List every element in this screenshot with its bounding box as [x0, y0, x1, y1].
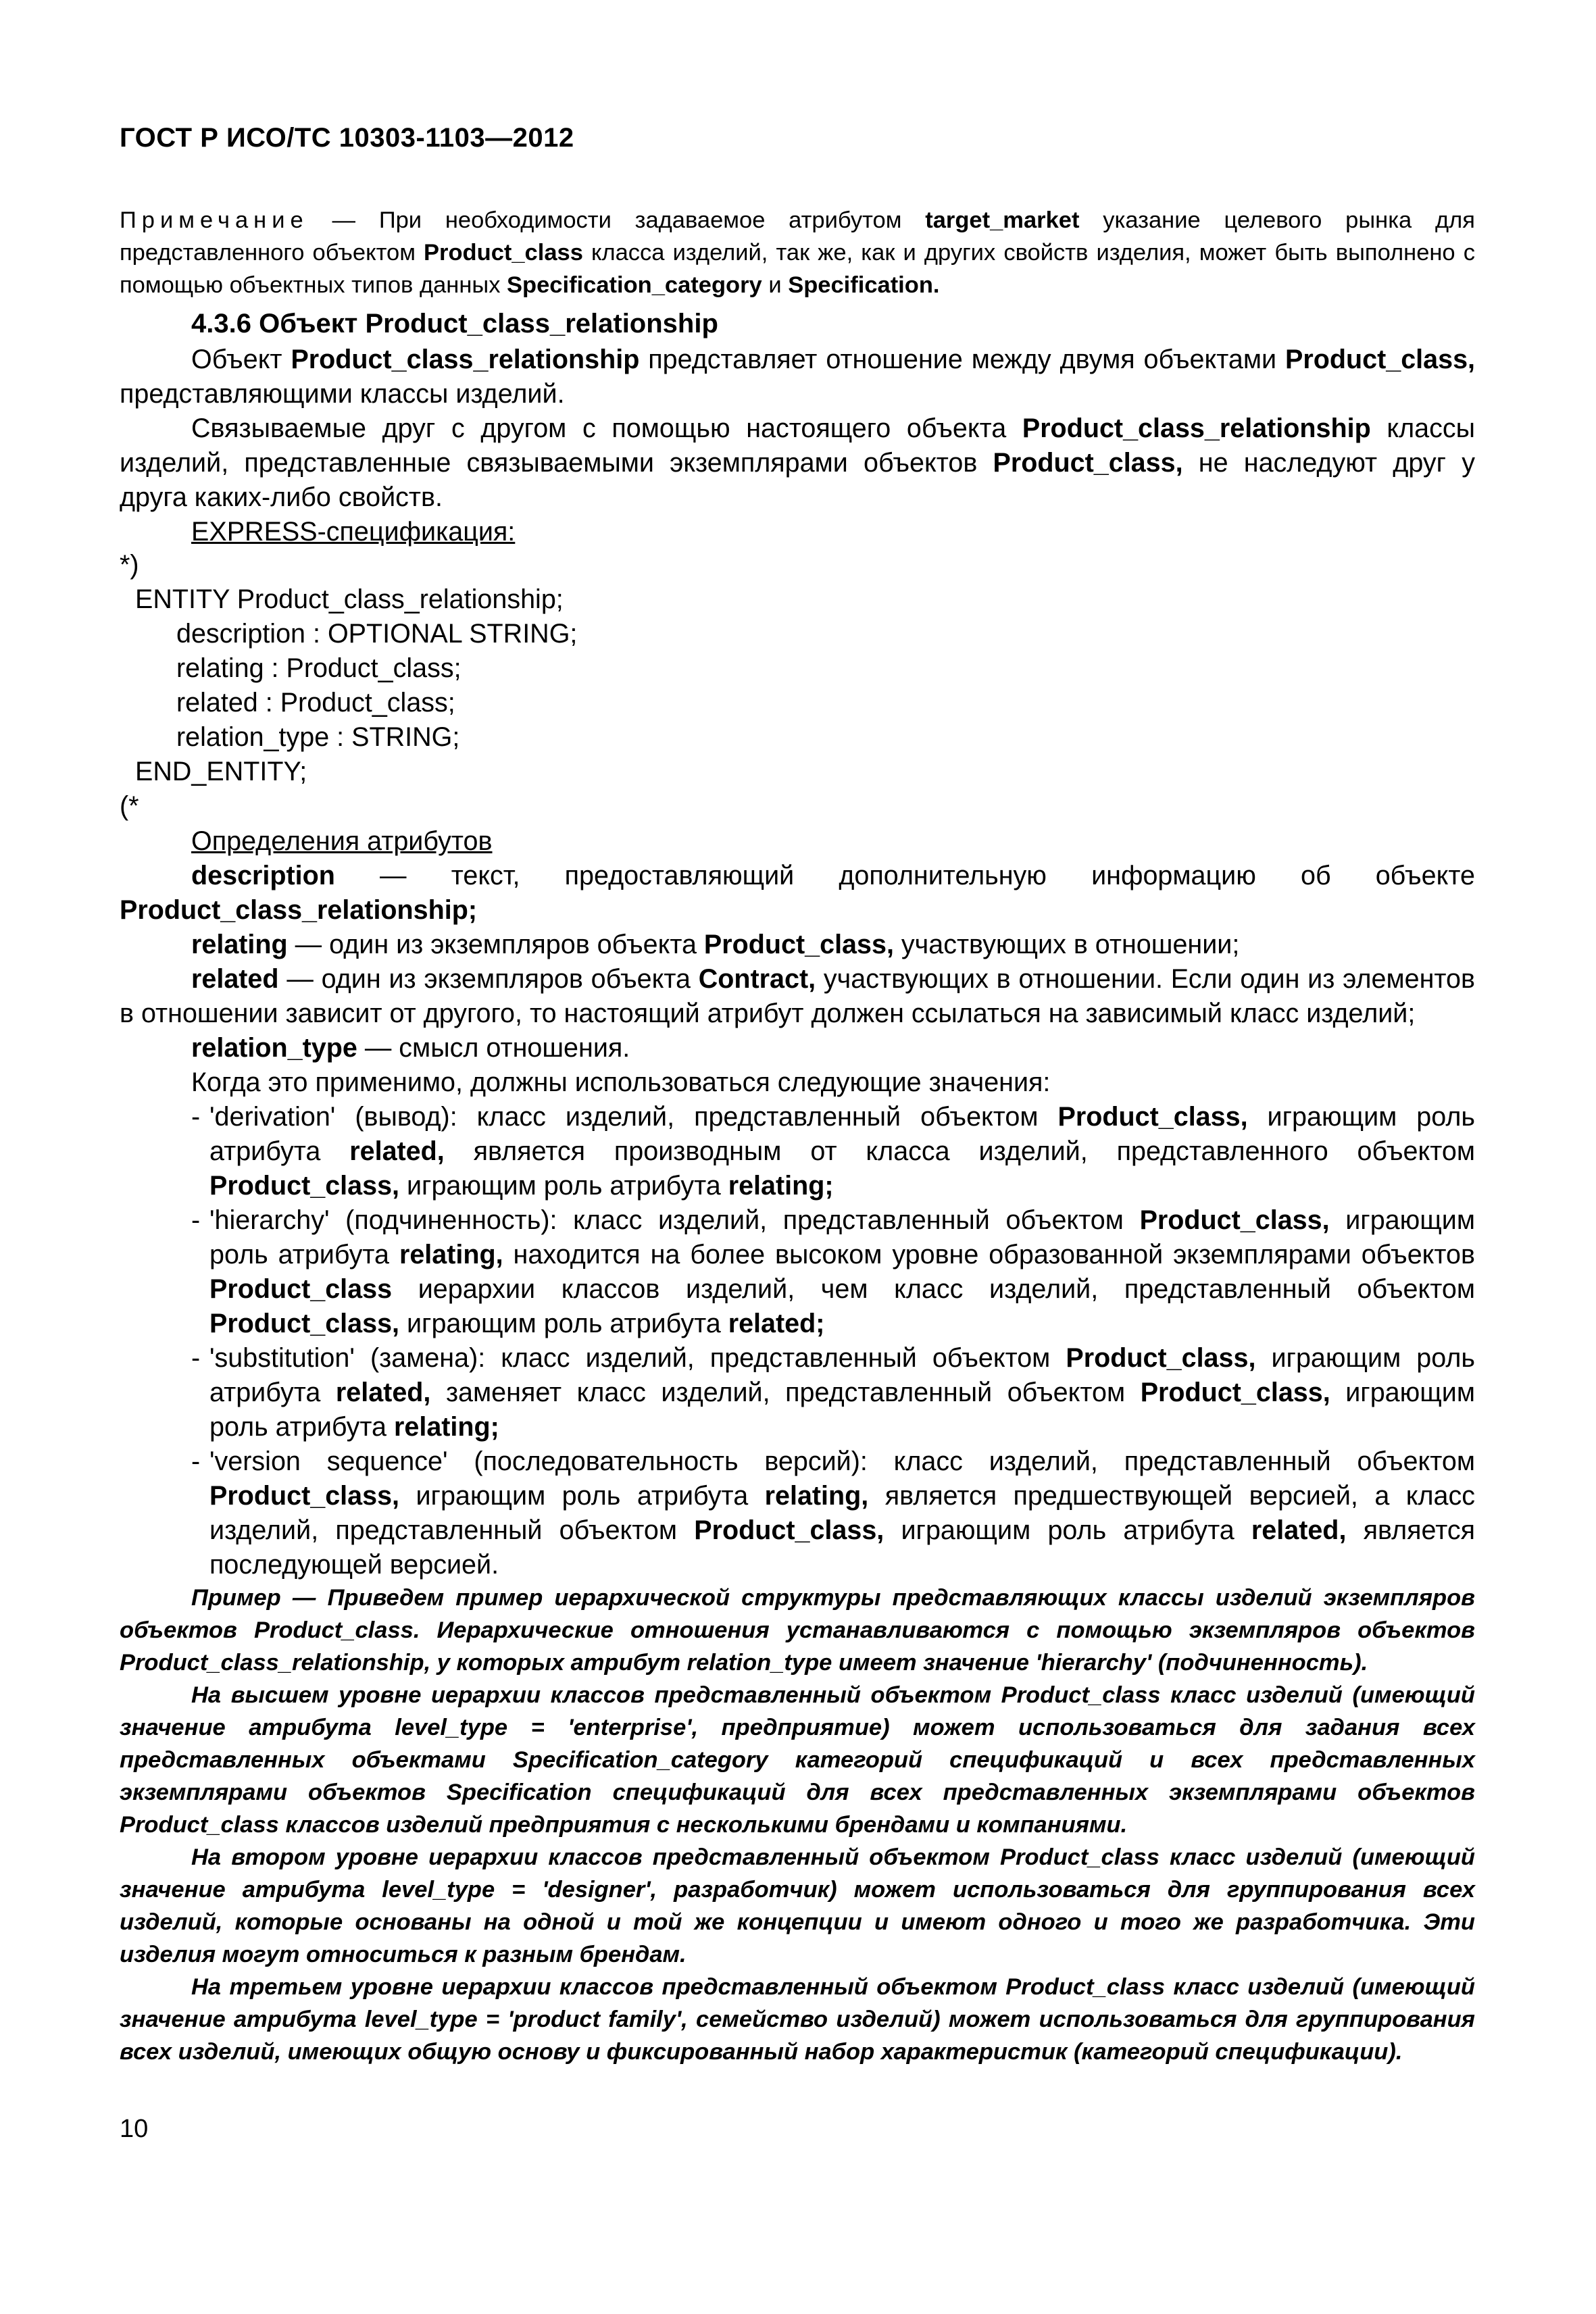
list-item: - 'derivation' (вывод): класс изделий, представленный объектом Product_class, играющим роль атрибута related, является производным от класса изделий, представленного объектом Product_class, играющим роль атрибута relating;	[191, 1102, 1475, 1201]
document-code-header: ГОСТ Р ИСО/ТС 10303-1103—2012	[120, 123, 574, 153]
code-line: description : OPTIONAL STRING;	[176, 619, 578, 649]
definitions-heading: Определения атрибутов	[191, 826, 493, 856]
definition-related: related — один из экземпляров объекта Contract, участвующих в отношении. Если один из элементов в отношении зависит от другого, то настоящий атрибут должен ссылаться на зависимый класс изделий;	[120, 964, 1475, 1028]
example-block	[120, 1582, 1475, 2068]
relation-type-values	[120, 1100, 1475, 1582]
definition-relation-type: relation_type — смысл отношения.	[191, 1033, 630, 1063]
section-title: 4.3.6 Объект Product_class_relationship	[191, 309, 718, 338]
example-paragraph: На высшем уровне иерархии классов представленный объектом Product_class класс изделий (имеющий значение атрибута level_type = 'enterprise', предприятие) может использоваться для задания всех представленных объектами Specification_category категорий спецификаций и всех представленных экземплярами объектов Specification спецификаций для всех представленных экземплярами объектов Product_class классов изделий предприятия с несколькими брендами и компаниями.	[120, 1682, 1475, 1838]
express-code-block	[120, 548, 577, 824]
code-line: relating : Product_class;	[176, 653, 462, 683]
note-label: Примечание	[120, 207, 309, 233]
page-number: 10	[120, 2115, 149, 2143]
code-line: ENTITY Product_class_relationship;	[135, 584, 564, 614]
example-paragraph: На третьем уровне иерархии классов представленный объектом Product_class класс изделий (имеющий значение атрибута level_type = 'product family', семейство изделий) может использоваться для группирования всех изделий, имеющих общую основу и фиксированный набор характеристик (категорий спецификации).	[120, 1974, 1475, 2065]
list-item: - 'hierarchy' (подчиненность): класс изделий, представленный объектом Product_class, играющим роль атрибута relating, находится на более высоком уровне образованной экземплярами объектов Product_class иерархии классов изделий, чем класс изделий, представленный объектом Product_class, играющим роль атрибута related;	[191, 1205, 1475, 1338]
section-paragraph: Связываемые друг с другом с помощью настоящего объекта Product_class_relationship классы изделий, представленные связываемыми экземплярами объектов Product_class, не наследуют друг у друга каких-либо свойств.	[120, 413, 1475, 512]
code-line: (*	[120, 791, 139, 821]
example-paragraph: На втором уровне иерархии классов представленный объектом Product_class класс изделий (имеющий значение атрибута level_type = 'designer', разработчик) может использоваться для группирования всех изделий, которые основаны на одной и той же концепции и имеют одного и того же разработчика. Эти изделия могут относиться к разным брендам.	[120, 1844, 1475, 1967]
list-item: - 'substitution' (замена): класс изделий, представленный объектом Product_class, играющим роль атрибута related, заменяет класс изделий, представленный объектом Product_class, играющим роль атрибута relating;	[191, 1343, 1475, 1442]
definition-description: description — текст, предоставляющий дополнительную информацию об объекте Product_class_relationship;	[120, 861, 1475, 925]
section-paragraph: Объект Product_class_relationship представляет отношение между двумя объектами Product_class, представляющими классы изделий.	[120, 345, 1476, 409]
attribute-definitions	[120, 824, 1475, 1582]
code-line: *)	[120, 550, 139, 580]
code-line: relation_type : STRING;	[176, 722, 460, 752]
note-paragraph: Примечание — При необходимости задаваемое атрибутом target_market указание целевого рынка для представленного объектом Product_class класса изделий, так же, как и других свойств изделия, может быть выполнено с помощью объектных типов данных Specification_category и Specification.	[120, 207, 1475, 298]
values-intro: Когда это применимо, должны использоваться следующие значения:	[191, 1067, 1051, 1097]
example-paragraph: Пример — Приведем пример иерархической структуры представляющих классы изделий экземпляров объектов Product_class. Иерархические отношения устанавливаются с помощью экземпляров объектов Product_class_relationship, у которых атрибут relation_type имеет значение 'hierarchy' (подчиненность).	[120, 1585, 1475, 1676]
list-item: - 'version sequence' (последовательность версий): класс изделий, представленный объектом Product_class, играющим роль атрибута relating, является предшествующей версией, а класс изделий, представленный объектом Product_class, играющим роль атрибута related, является последующей версией.	[191, 1447, 1475, 1580]
code-line: END_ENTITY;	[135, 757, 307, 786]
definition-relating: relating — один из экземпляров объекта Product_class, участвующих в отношении;	[191, 930, 1240, 959]
section-intro	[120, 343, 1475, 549]
express-heading: EXPRESS-спецификация:	[191, 517, 516, 547]
code-line: related : Product_class;	[176, 688, 455, 718]
